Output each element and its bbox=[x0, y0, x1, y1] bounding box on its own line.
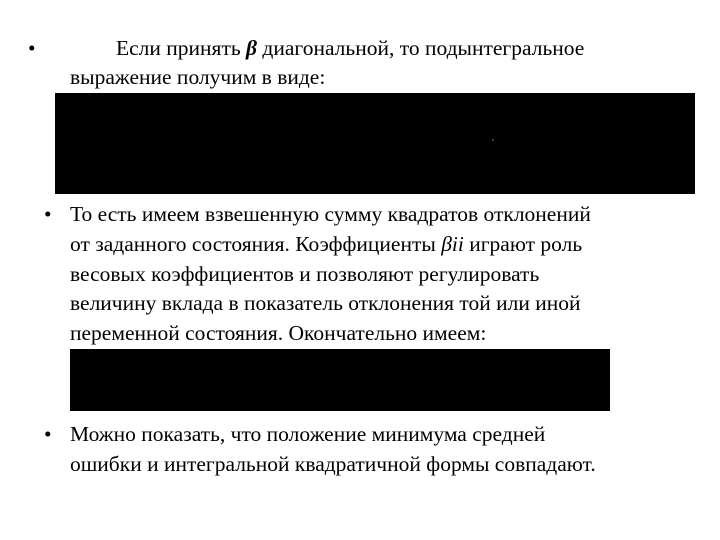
bullet-2: • bbox=[44, 202, 52, 226]
formula-image-2 bbox=[70, 349, 610, 411]
formula-speck bbox=[492, 139, 494, 141]
formula-image-1 bbox=[55, 93, 695, 194]
block2-line4: величину вклада в показатель отклонения той или иной bbox=[70, 291, 581, 315]
block1-line1 bbox=[116, 35, 584, 61]
block1-line2: выражение получим в виде: bbox=[70, 65, 326, 89]
bullet-1: • bbox=[28, 36, 36, 60]
bullet-3: • bbox=[44, 422, 52, 446]
block2-line5: переменной состояния. Окончательно имеем: bbox=[70, 321, 487, 345]
beta-symbol: β bbox=[246, 36, 258, 60]
block1-line1-after: диагональной, то подынтегральное bbox=[262, 36, 585, 60]
block2-line2 bbox=[70, 231, 582, 257]
block2-line2-after: играют роль bbox=[469, 232, 583, 256]
block3-line1: Можно показать, что положение минимума средней bbox=[70, 422, 546, 446]
block1-line1-before: Если принять bbox=[116, 36, 241, 60]
block2-line1: То есть имеем взвешенную сумму квадратов отклонений bbox=[70, 202, 591, 226]
block2-line3: весовых коэффициентов и позволяют регулировать bbox=[70, 262, 540, 286]
beta-ii-symbol: βii bbox=[441, 232, 464, 256]
block3-line2: ошибки и интегральной квадратичной формы совпадают. bbox=[70, 452, 596, 476]
block2-line2-before: от заданного состояния. Коэффициенты bbox=[70, 232, 436, 256]
